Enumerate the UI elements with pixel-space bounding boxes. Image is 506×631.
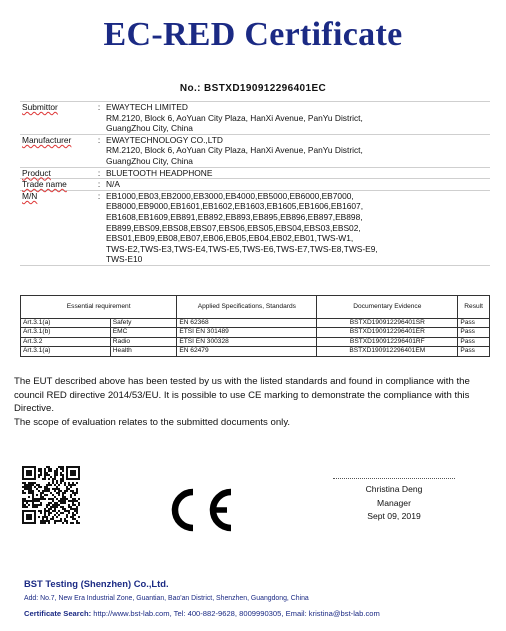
info-value-line: RM.2120, Block 6, AoYuan City Plaza, HanXi Avenue, PanYu District, [106, 112, 363, 123]
colon-separator: : [97, 134, 101, 145]
footer-address: Add: No.7, New Era Industrial Zone, Guantian, Bao'an District, Shenzhen, Guangdong, China [24, 595, 309, 602]
info-value-line: N/A [106, 179, 120, 190]
info-value-line: GuangZhou City, China [106, 123, 193, 134]
applied-standard: EN 62368 [177, 319, 317, 328]
signature-line [333, 478, 455, 479]
result: Pass [458, 319, 490, 328]
footer-search [24, 609, 380, 618]
info-row [20, 179, 490, 191]
info-value-line: EWAYTECHNOLOGY CO.,LTD [106, 134, 223, 145]
requirement-article: Art.3.1(a) [21, 319, 111, 328]
certificate-title: EC-RED Certificate [103, 16, 403, 53]
footer-company: BST Testing (Shenzhen) Co.,Ltd. [24, 578, 169, 589]
info-table [20, 101, 490, 266]
info-value-line: RM.2120, Block 6, AoYuan City Plaza, HanXi Avenue, PanYu District, [106, 145, 363, 156]
signature-date: Sept 09, 2019 [367, 511, 421, 522]
documentary-evidence: BSTXD190912296401RF [317, 337, 458, 346]
requirement-row [21, 328, 490, 337]
requirement-row [21, 347, 490, 356]
documentary-evidence: BSTXD190912296401EM [317, 347, 458, 356]
requirement-article: Art.3.1(a) [21, 347, 111, 356]
result: Pass [458, 328, 490, 337]
requirement-article: Art.3.1(b) [21, 328, 111, 337]
applied-standard: ETSI EN 301489 [177, 328, 317, 337]
ce-mark-logo [163, 486, 237, 534]
info-label: Trade name [22, 179, 67, 190]
info-value-line: EB1608,EB1609,EB891,EB892,EB893,EB895,EB896,EB897,EB898, [106, 211, 363, 222]
applied-standard: EN 62479 [177, 347, 317, 356]
info-label: M/N [22, 190, 38, 201]
documentary-evidence: BSTXD190912296401ER [317, 328, 458, 337]
applied-standard: ETSI EN 300328 [177, 337, 317, 346]
info-value-line: TWS-E10 [106, 254, 143, 265]
footer-search-detail: http://www.bst-lab.com, Tel: 400-882-9628, 8009990305, Email: kristina@bst-lab.com [91, 609, 380, 618]
colon-separator: : [97, 167, 101, 178]
info-value-line: GuangZhou City, China [106, 155, 193, 166]
requirement-row [21, 319, 490, 328]
info-value [104, 179, 490, 191]
info-value-line: TWS-E2,TWS-E3,TWS-E4,TWS-E5,TWS-E6,TWS-E7,TWS-E8,TWS-E9, [106, 243, 378, 254]
signatory-name: Christina Deng [365, 484, 423, 494]
result: Pass [458, 347, 490, 356]
info-value [104, 102, 490, 135]
qr-code [22, 466, 80, 524]
info-value-line: BLUETOOTH HEADPHONE [106, 167, 213, 178]
info-row [20, 134, 490, 167]
documentary-evidence: BSTXD190912296401SR [317, 319, 458, 328]
colon-separator: : [97, 102, 101, 112]
info-value [104, 134, 490, 167]
signature-block [333, 478, 455, 524]
compliance-statement: The EUT described above has been tested by us with the listed standards and found in compliance with the council RED directive 2014/53/EU. It is possible to use CE marking to demonstrate the compliance with this Directive. [14, 376, 470, 415]
info-row [20, 167, 490, 179]
info-label: Manufacturer [22, 134, 72, 145]
header-result: Result [458, 296, 490, 319]
info-label: Product [22, 167, 51, 178]
requirement-category: Radio [110, 337, 177, 346]
info-row [20, 190, 490, 265]
info-value [104, 167, 490, 179]
requirement-category: Health [110, 347, 177, 356]
info-row [20, 102, 490, 135]
signatory-title: Manager [377, 497, 411, 508]
header-essential-requirement: Essential requirement [21, 296, 177, 319]
requirement-article: Art.3.2 [21, 337, 111, 346]
scope-statement: The scope of evaluation relates to the submitted documents only. [14, 416, 291, 428]
result: Pass [458, 337, 490, 346]
info-value-line: EWAYTECH LIMITED [106, 102, 188, 112]
info-value-line: EB899,EBS09,EBS08,EBS07,EBS06,EBS05,EBS04,EBS03,EBS02, [106, 222, 361, 233]
info-label: Submittor [22, 102, 58, 112]
footer-search-label: Certificate Search: [24, 609, 92, 618]
info-value [104, 190, 490, 265]
header-applied-specifications: Applied Specifications, Standards [177, 296, 317, 319]
colon-separator: : [97, 190, 101, 201]
certificate-number: No.: BSTXD190912296401EC [179, 83, 327, 94]
requirement-category: Safety [110, 319, 177, 328]
statement-block [14, 375, 494, 429]
header-documentary-evidence: Documentary Evidence [317, 296, 458, 319]
info-value-line: EB1000,EB03,EB2000,EB3000,EB4000,EB5000,EB6000,EB7000, [106, 190, 354, 201]
info-value-line: EB8000,EB9000,EB1601,EB1602,EB1603,EB1605,EB1606,EB1607, [106, 201, 364, 212]
requirement-row [21, 337, 490, 346]
info-value-line: EBS01,EB09,EB08,EB07,EB06,EB05,EB04,EB02,EB01,TWS-W1, [106, 233, 354, 244]
requirement-category: EMC [110, 328, 177, 337]
colon-separator: : [97, 179, 101, 190]
requirements-table [20, 295, 490, 357]
